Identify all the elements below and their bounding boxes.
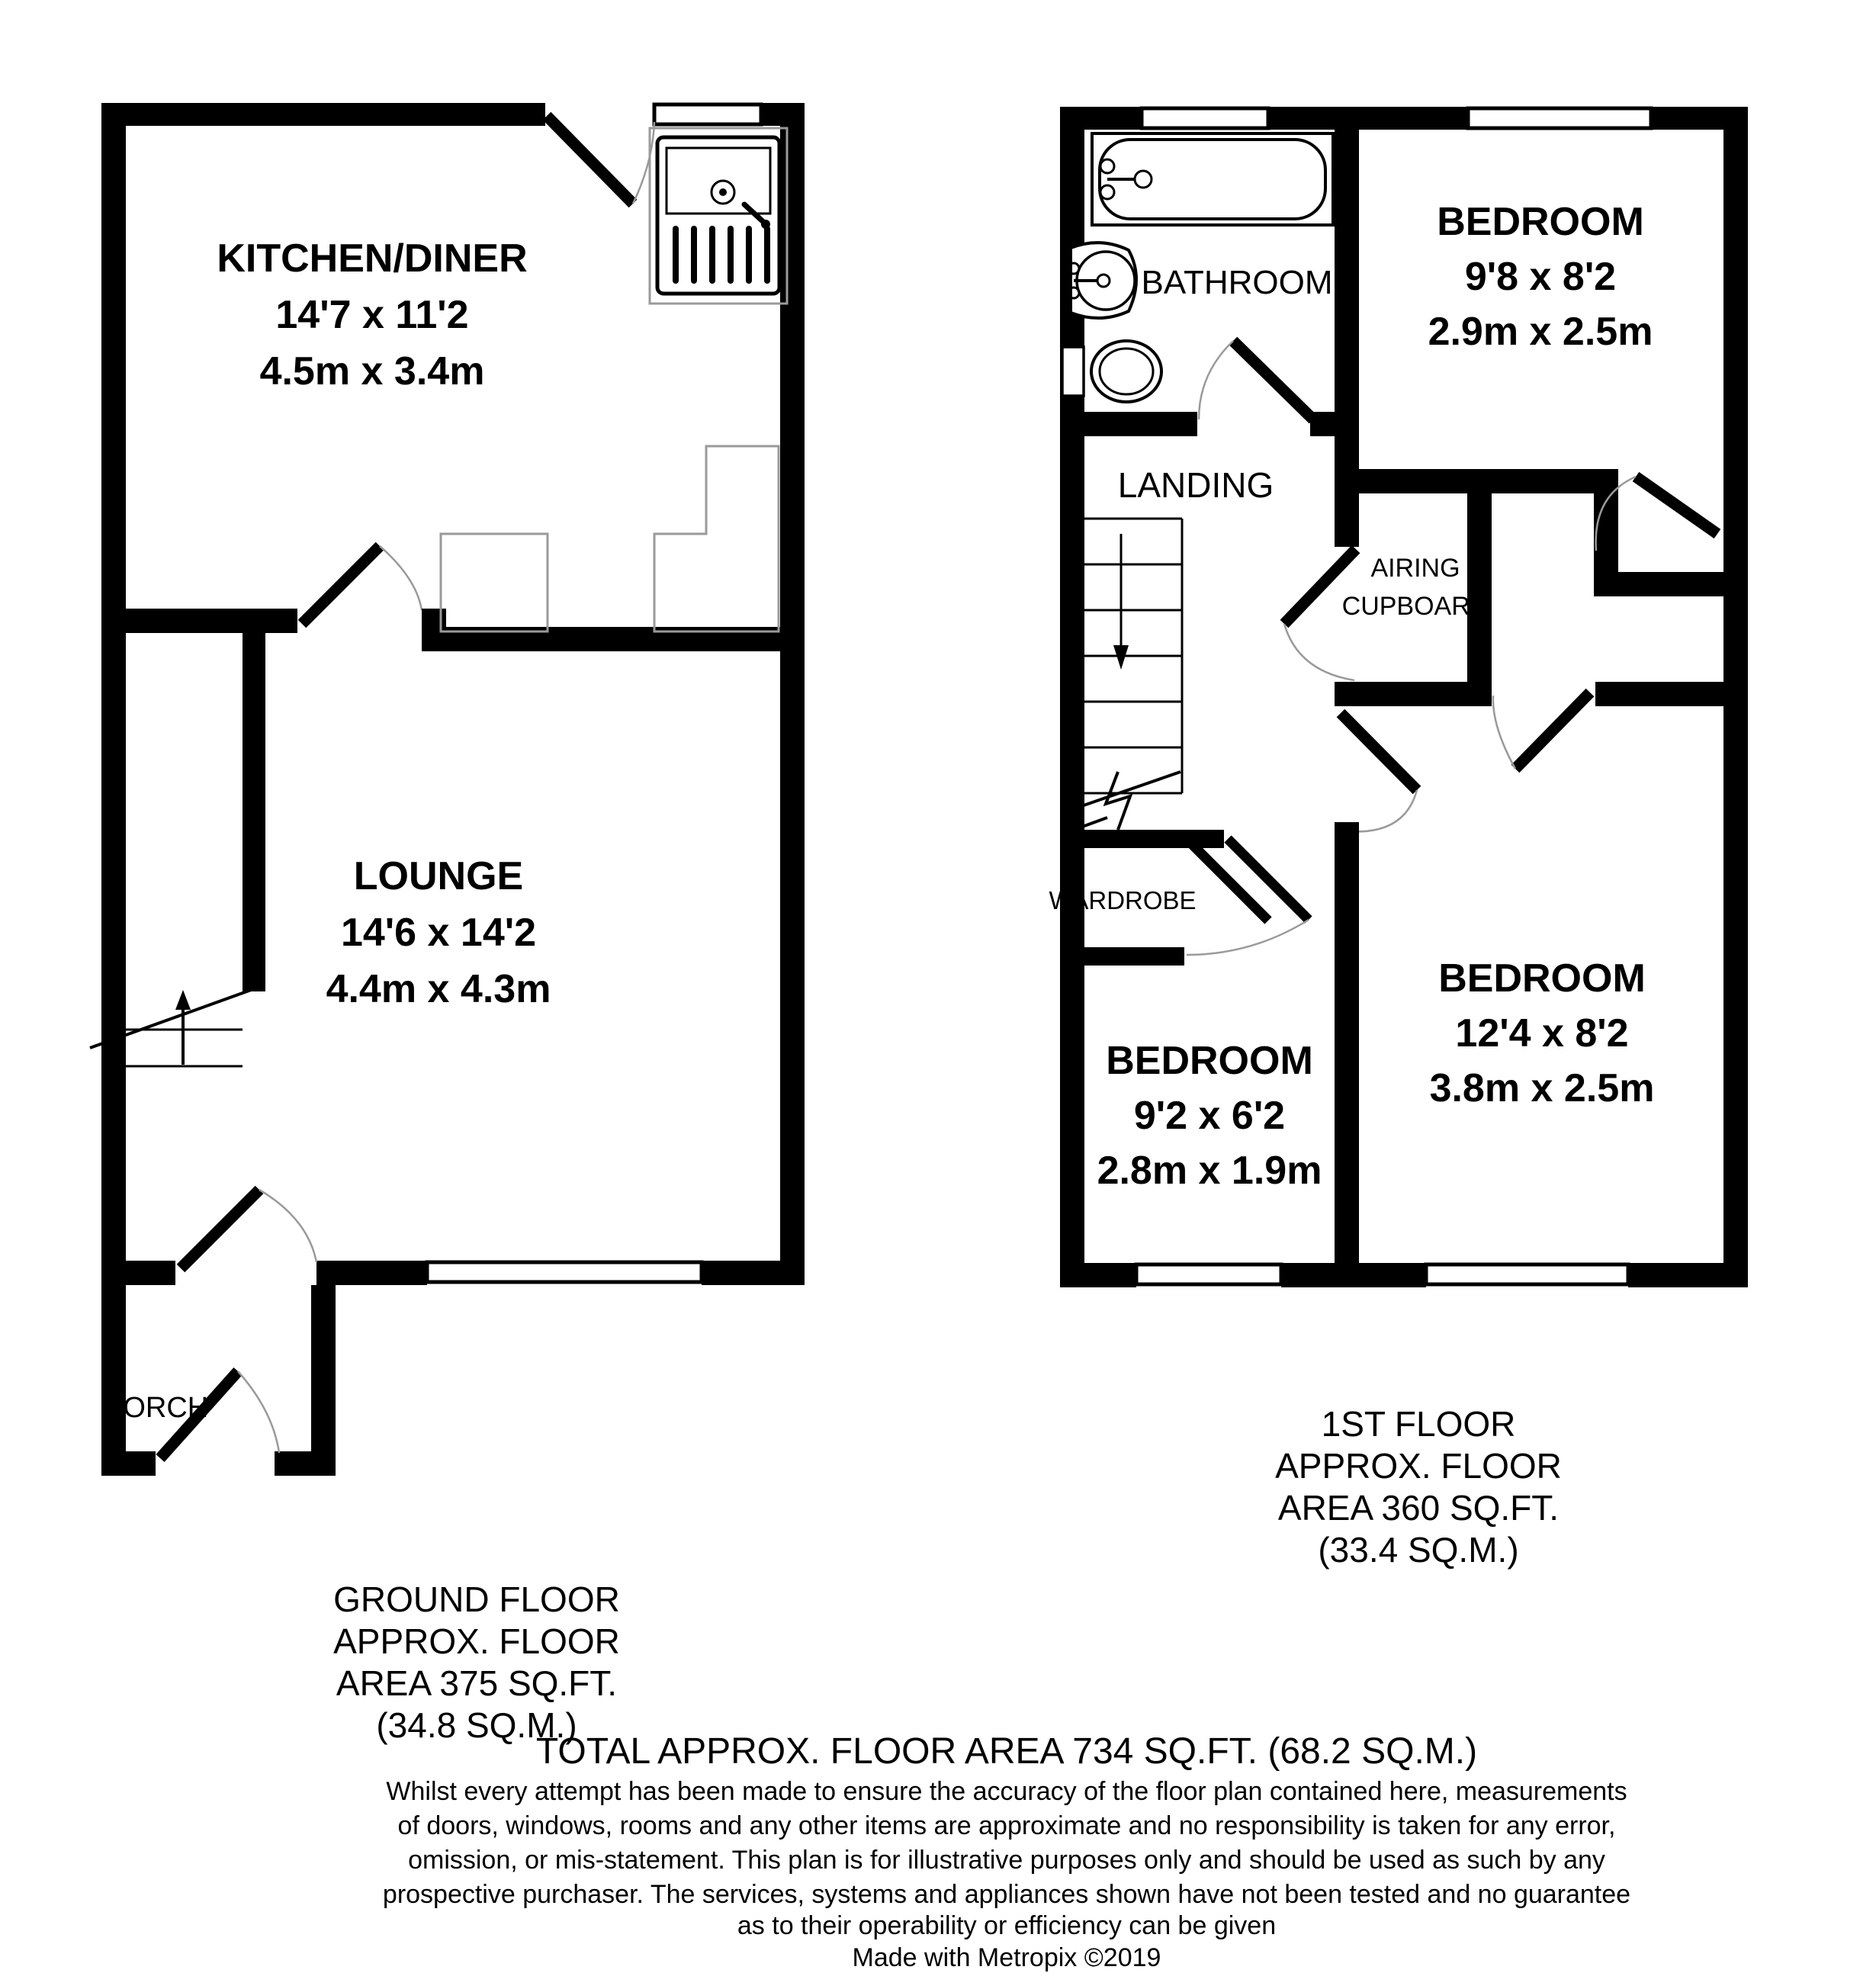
wall [1060, 1263, 1136, 1287]
ground-floor-plan [90, 103, 805, 1476]
disclaimer-line: as to their operability or efficiency can be given [737, 1911, 1277, 1940]
bedroom-right-door-arc [1493, 696, 1515, 769]
wall [1651, 107, 1748, 130]
kitchen-lounge-door-arc [380, 546, 422, 610]
window [1142, 108, 1268, 128]
bedroom-right-dims-imperial: 12'4 x 8'2 [1455, 1011, 1629, 1056]
bedroom-left-door [1341, 713, 1417, 790]
kitchen-sink-icon [650, 128, 787, 304]
lounge-dims-imperial: 14'6 x 14'2 [340, 911, 537, 955]
caption-line: APPROX. FLOOR [333, 1621, 620, 1661]
bath-icon [1092, 133, 1333, 225]
bathroom-door-arc [1199, 341, 1233, 419]
bedroom-top-dims-imperial: 9'8 x 8'2 [1464, 255, 1617, 299]
toilet-icon [1062, 341, 1161, 402]
disclaimer-line: of doors, windows, rooms and any other items are approximate and no responsibility is taken for any error, [397, 1811, 1616, 1840]
porch-label: PORCH [104, 1392, 209, 1424]
caption-line: AREA 360 SQ.FT. [1277, 1488, 1560, 1528]
first-floor-caption [1275, 1404, 1562, 1570]
caption-line: (33.4 SQ.M.) [1318, 1530, 1519, 1570]
wall [311, 1285, 336, 1476]
metropix-credit: Made with Metropix ©2019 [852, 1943, 1161, 1972]
wall [101, 1261, 175, 1285]
wall [1595, 682, 1723, 706]
wall [702, 1261, 805, 1285]
porch-lounge-door [181, 1190, 259, 1268]
bedroom-left-dims-metric: 2.8m x 1.9m [1097, 1149, 1322, 1193]
sink-icon [1068, 243, 1136, 318]
wall [316, 1261, 427, 1285]
window [1426, 1264, 1628, 1284]
caption-line: (34.8 SQ.M.) [376, 1705, 577, 1745]
disclaimer-line: Whilst every attempt has been made to ensure the accuracy of the floor plan contained here, measurements [386, 1777, 1627, 1806]
wall [101, 1451, 156, 1476]
wall [1060, 947, 1184, 966]
window [427, 1262, 702, 1282]
bedroom-left-label: BEDROOM [1106, 1039, 1313, 1083]
bathroom-label: BATHROOM [1141, 264, 1333, 301]
total-floor-area: TOTAL APPROX. FLOOR AREA 734 SQ.FT. (68.2 SQ.M.) [535, 1731, 1478, 1772]
wardrobe-doors-icon [1187, 839, 1309, 955]
kitchen-lounge-door [302, 546, 380, 624]
landing-label: LANDING [1117, 465, 1274, 505]
wall [1335, 682, 1492, 706]
kitchen-dims-metric: 4.5m x 3.4m [259, 349, 485, 394]
wall [275, 1451, 336, 1476]
wall [780, 103, 805, 1285]
lounge-label: LOUNGE [353, 854, 524, 898]
kitchen-label: KITCHEN/DINER [217, 236, 528, 281]
ground-floor-caption [333, 1579, 620, 1745]
caption-line: GROUND FLOOR [333, 1579, 620, 1619]
kitchen-counter [654, 446, 779, 631]
bedroom-top-door [1636, 477, 1717, 534]
wall [1618, 572, 1723, 596]
bedroom-right-door [1515, 692, 1590, 769]
window [1468, 108, 1651, 128]
bedroom-top-dims-metric: 2.9m x 2.5m [1428, 310, 1653, 354]
airing-cupboard-label: CUPBOARD [1341, 592, 1489, 621]
disclaimer-line: omission, or mis-statement. This plan is for illustrative purposes only and should be used as such by any [408, 1846, 1605, 1875]
wall [1628, 1263, 1748, 1287]
airing-cupboard-door-arc [1284, 624, 1354, 680]
wall [101, 609, 297, 633]
wall [1281, 1263, 1426, 1287]
wall [1723, 107, 1748, 1287]
window [1136, 1264, 1281, 1284]
wardrobe-label: WARDROBE [1049, 886, 1197, 914]
kitchen-door-arc [633, 122, 654, 204]
wall [1335, 469, 1606, 493]
first-floor-plan [1049, 107, 1748, 1287]
bedroom-right-label: BEDROOM [1438, 956, 1646, 1001]
bathroom-door [1233, 341, 1313, 419]
kitchen-door [547, 116, 633, 204]
caption-line: 1ST FLOOR [1321, 1404, 1516, 1444]
porch-entrance-door-arc [238, 1371, 279, 1453]
wall [101, 103, 545, 126]
wall [243, 633, 265, 991]
wall [1268, 107, 1468, 130]
lounge-dims-metric: 4.4m x 4.3m [326, 967, 551, 1011]
bedroom-right-dims-metric: 3.8m x 2.5m [1429, 1066, 1655, 1110]
wall [1594, 469, 1618, 596]
kitchen-dims-imperial: 14'7 x 11'2 [275, 293, 469, 337]
wall [1335, 822, 1359, 1263]
caption-line: APPROX. FLOOR [1275, 1446, 1562, 1486]
bedroom-left-dims-imperial: 9'2 x 6'2 [1133, 1094, 1286, 1138]
disclaimer-line: prospective purchaser. The services, systems and appliances shown have not been tested and no guarantee [382, 1880, 1631, 1909]
wall [1335, 107, 1359, 469]
porch-lounge-door-arc [259, 1190, 316, 1262]
caption-line: AREA 375 SQ.FT. [336, 1663, 618, 1703]
wall [1335, 493, 1359, 547]
window [654, 104, 761, 124]
wall [1060, 107, 1142, 130]
bedroom-top-label: BEDROOM [1437, 200, 1644, 244]
airing-cupboard-label: AIRING [1370, 554, 1460, 583]
kitchen-counter [441, 534, 548, 631]
wall [1060, 412, 1197, 436]
footer [383, 1731, 1630, 1972]
